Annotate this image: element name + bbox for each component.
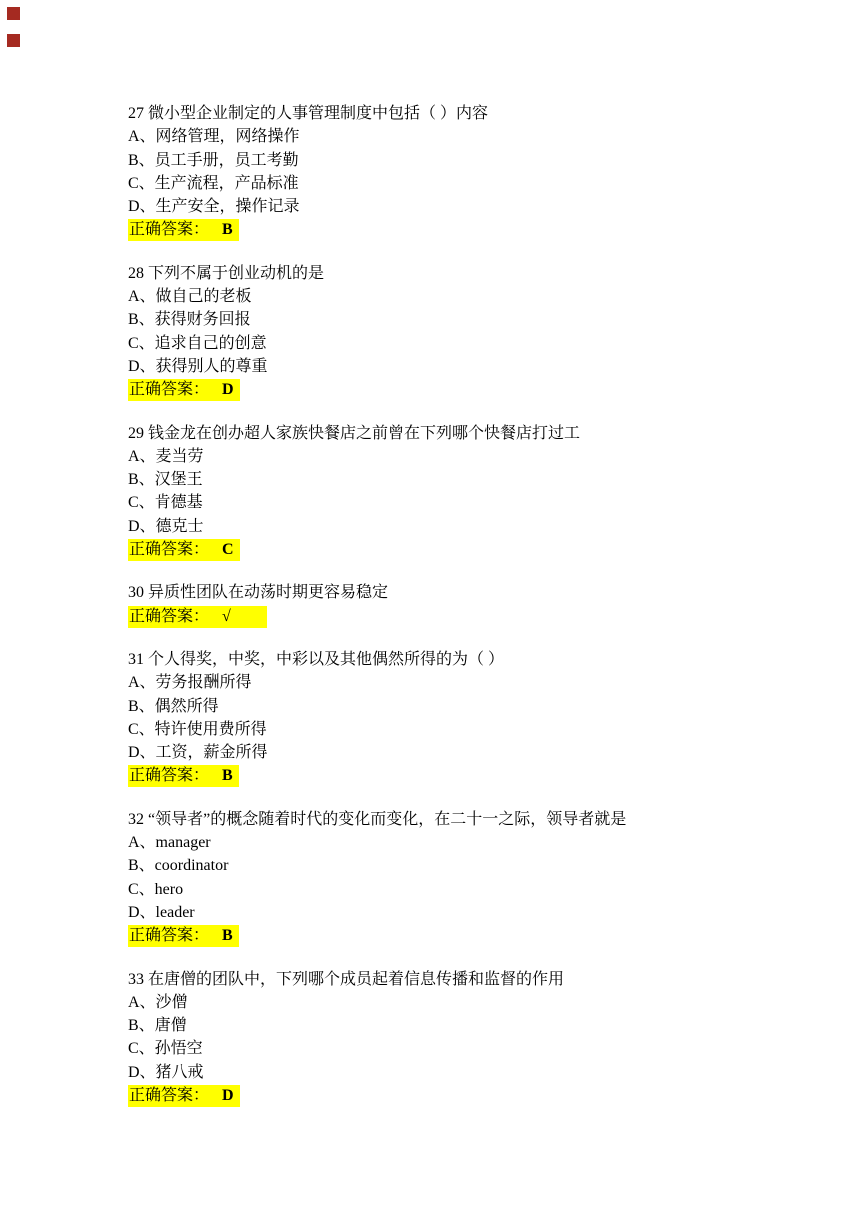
option-line: B、获得财务回报 [128, 311, 251, 329]
answer-highlight [128, 765, 239, 787]
question-block-30 [128, 581, 768, 628]
answer-label: 正确答案： [129, 927, 210, 945]
answer-line [128, 764, 768, 787]
answer-value: B [222, 767, 233, 785]
answer-value: C [222, 541, 234, 559]
option-line: B、偶然所得 [128, 697, 219, 715]
answer-value: B [222, 221, 233, 239]
answer-line [128, 1084, 768, 1107]
red-square-icon [7, 7, 20, 20]
question-title: 31 个人得奖，中奖，中彩以及其他偶然所得的为（ ） [128, 650, 505, 668]
option-line: A、沙僧 [128, 993, 188, 1011]
question-block-33 [128, 968, 768, 1108]
option-line: B、coordinator [128, 857, 229, 875]
answer-label: 正确答案： [129, 607, 210, 625]
answer-highlight [128, 379, 240, 401]
option-line: C、特许使用费所得 [128, 720, 267, 738]
option-line: D、工资，薪金所得 [128, 744, 268, 762]
question-title: 33 在唐僧的团队中，下列哪个成员起着信息传播和监督的作用 [128, 970, 565, 988]
answer-line [128, 605, 768, 628]
answer-highlight [128, 1085, 240, 1107]
option-line: D、获得别人的尊重 [128, 357, 268, 375]
answer-line [128, 218, 768, 241]
option-line: B、唐僧 [128, 1017, 187, 1035]
answer-label: 正确答案： [129, 1086, 210, 1104]
answer-value: B [222, 927, 233, 945]
question-title: 27 微小型企业制定的人事管理制度中包括（ ）内容 [128, 105, 489, 122]
answer-line [128, 378, 768, 401]
question-block-28 [128, 262, 768, 402]
answer-value: D [222, 381, 234, 399]
option-line: C、追求自己的创意 [128, 334, 267, 352]
answer-line [128, 538, 768, 561]
option-line: B、员工手册，员工考勤 [128, 151, 299, 169]
answer-line [128, 924, 768, 947]
question-block-29 [128, 422, 768, 562]
option-line: C、生产流程，产品标准 [128, 174, 299, 192]
answer-label: 正确答案： [129, 541, 210, 559]
option-line: A、做自己的老板 [128, 288, 252, 306]
answer-label: 正确答案： [129, 221, 210, 239]
answer-label: 正确答案： [129, 381, 210, 399]
option-line: A、网络管理，网络操作 [128, 128, 300, 146]
question-title: 30 异质性团队在动荡时期更容易稳定 [128, 584, 389, 602]
answer-value: √ [222, 607, 231, 625]
question-block-32 [128, 808, 768, 948]
corner-markers [7, 7, 20, 61]
option-line: D、leader [128, 903, 195, 921]
question-block-27 [128, 102, 768, 242]
option-line: C、肯德基 [128, 494, 203, 512]
option-line: A、劳务报酬所得 [128, 674, 252, 692]
option-line: D、猪八戒 [128, 1063, 204, 1081]
question-block-31 [128, 648, 768, 788]
option-line: D、生产安全，操作记录 [128, 198, 300, 216]
option-line: D、德克士 [128, 517, 204, 535]
answer-value: D [222, 1086, 234, 1104]
option-line: C、孙悟空 [128, 1040, 203, 1058]
answer-label: 正确答案： [129, 767, 210, 785]
option-line: B、汉堡王 [128, 471, 203, 489]
question-title: 32 “领导者”的概念随着时代的变化而变化，在二十一之际，领导者就是 [128, 810, 627, 828]
answer-highlight [128, 539, 240, 561]
answer-highlight [128, 219, 239, 241]
option-line: C、hero [128, 880, 184, 898]
quiz-content [128, 102, 768, 1127]
answer-highlight [128, 925, 239, 947]
question-title: 29 钱金龙在创办超人家族快餐店之前曾在下列哪个快餐店打过工 [128, 424, 581, 442]
answer-highlight [128, 606, 267, 628]
question-title: 28 下列不属于创业动机的是 [128, 264, 325, 282]
red-square-icon [7, 34, 20, 47]
option-line: A、麦当劳 [128, 447, 204, 465]
option-line: A、manager [128, 834, 211, 852]
